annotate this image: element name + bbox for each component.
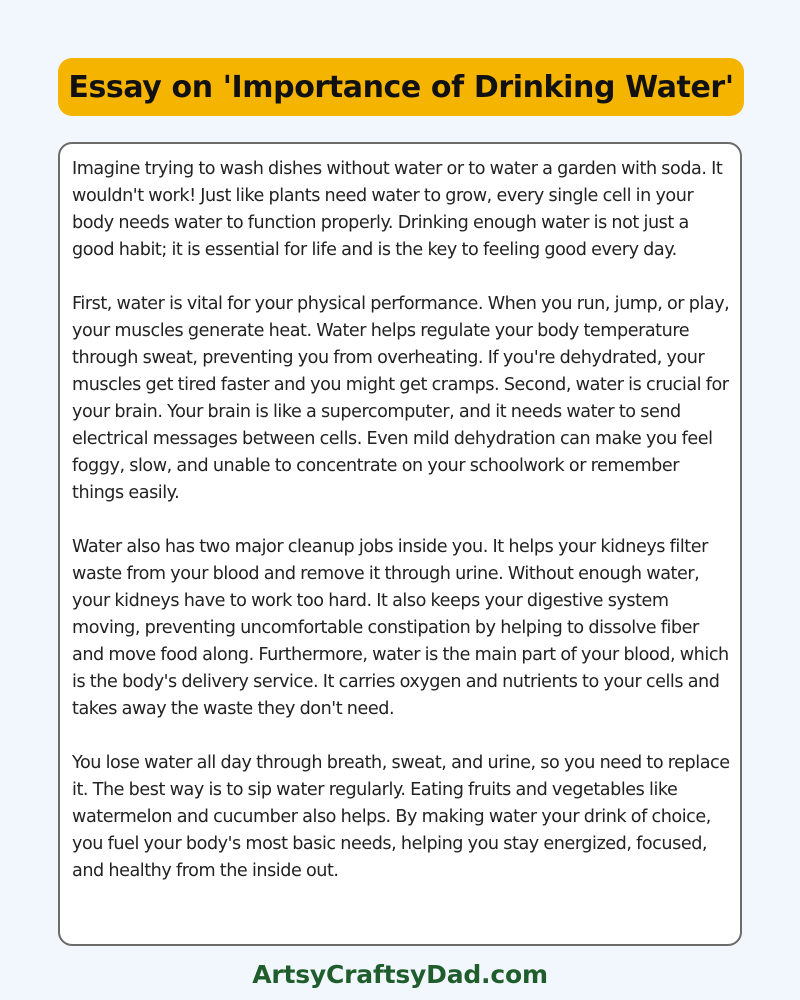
page-title: Essay on 'Importance of Drinking Water' (68, 69, 734, 105)
footer (0, 954, 800, 994)
essay-paragraph-2: First, water is vital for your physical performance. When you run, jump, or play, your muscles generate heat. Water helps regulate your body temperature through sweat, preventing you from overheating. If you're dehydrated, your muscles get tired faster and you might get cramps. Second, water is crucial for your brain. Your brain is like a supercomputer, and it needs water to send electrical messages between cells. Even mild dehydration can make you feel foggy, slow, and unable to concentrate on your schoolwork or remember things easily. (72, 294, 730, 503)
essay-paragraph-3: Water also has two major cleanup jobs inside you. It helps your kidneys filter waste from your blood and remove it through urine. Without enough water, your kidneys have to work too hard. It also keeps your digestive system moving, preventing uncomfortable constipation by helping to dissolve fiber and move food along. Furthermore, water is the main part of your blood, which is the body's delivery service. It carries oxygen and nutrients to your cells and takes away the waste they don't need. (72, 537, 729, 719)
essay-box (58, 142, 742, 946)
essay-paragraph-1: Imagine trying to wash dishes without water or to water a garden with soda. It wouldn't work! Just like plants need water to grow, every single cell in your body needs water to function properly. Drinking enough water is not just a good habit; it is essential for life and is the key to feeling good every day. (72, 159, 723, 260)
site-name: ArtsyCraftsyDad.com (252, 959, 548, 989)
title-banner (58, 58, 744, 116)
essay-paragraph-4: You lose water all day through breath, sweat, and urine, so you need to replace it. The best way is to sip water regularly. Eating fruits and vegetables like watermelon and cucumber also helps. By making water your drink of choice, you fuel your body's most basic needs, helping you stay energized, focused, and healthy from the inside out. (72, 753, 730, 881)
